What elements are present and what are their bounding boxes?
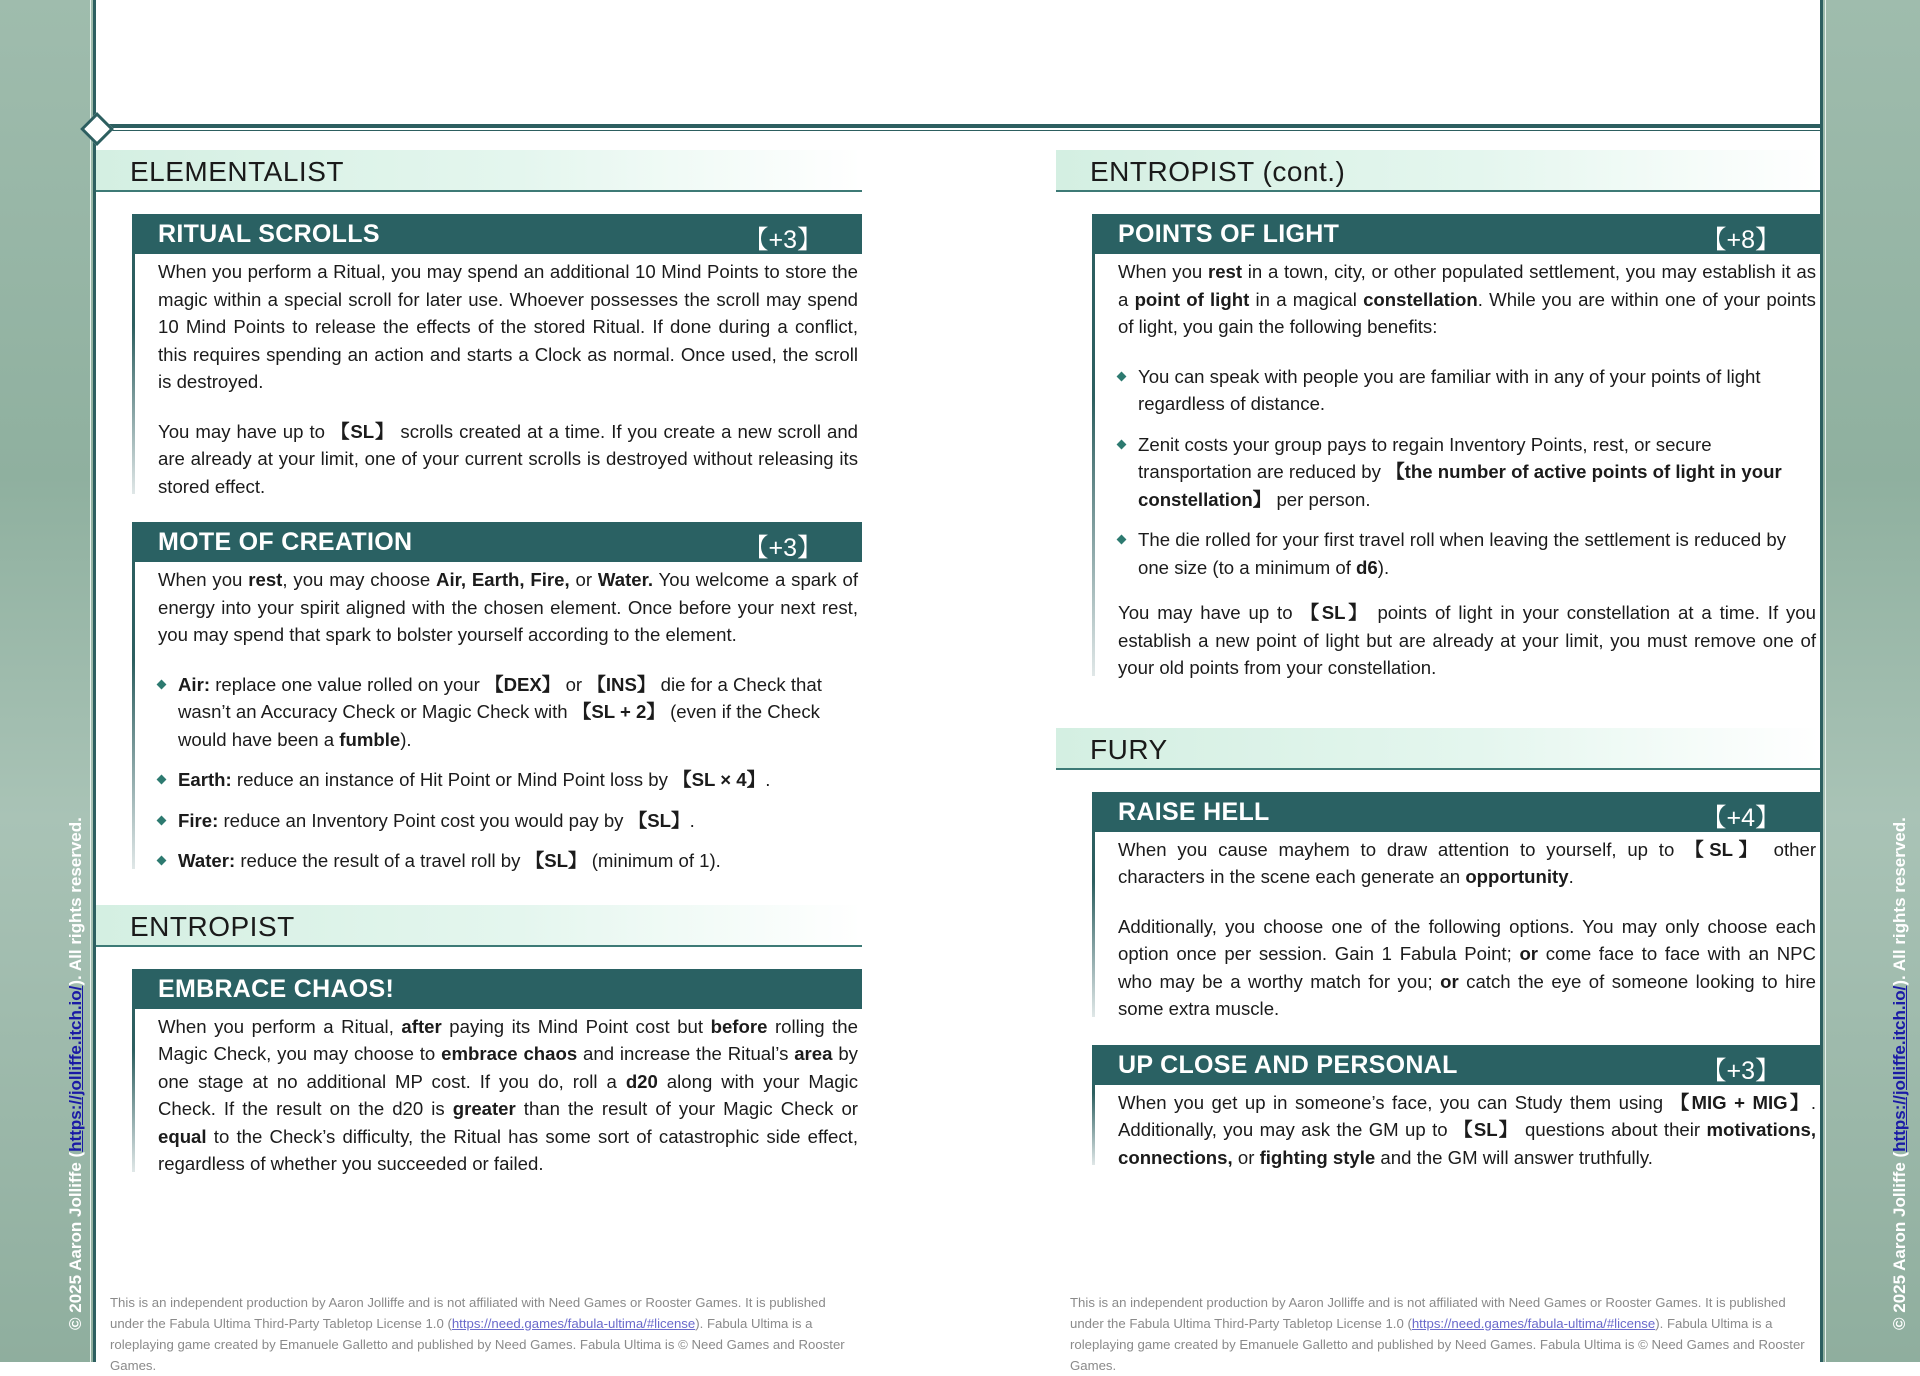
left-column: [96, 150, 862, 1200]
section-heading-entropist-cont: [1056, 150, 1820, 192]
skill-description: [1092, 254, 1820, 682]
skill-header: [132, 522, 862, 562]
copyright-note-left: [66, 810, 86, 1330]
right-border-inner: [1825, 0, 1826, 1362]
section-title: ELEMENTALIST: [130, 156, 344, 187]
section-title: FURY: [1090, 733, 1168, 765]
skill-paragraph: Additionally, you choose one of the following options. You may only choose each option once per session. Gain 1 Fabula Point; or come face to face with an NPC who may be a worthy match for you; or catch the eye of someone looking to hire some extra muscle.: [1118, 915, 1817, 1019]
list-item: [158, 807, 858, 835]
skill-name: UP CLOSE AND PERSONAL: [1118, 1050, 1458, 1079]
copyright-suffix: ). All rights reserved.: [1890, 817, 1909, 986]
skill-name: RAISE HELL: [1118, 797, 1270, 826]
copyright-link[interactable]: https://jolliffe.itch.io/: [66, 985, 85, 1152]
footer-text: This is an independent production by Aaron Jolliffe and is not affiliated with Need Games or Rooster Games. It is published under the Fabula Ultima Third-Party Tabletop License 1.0 (: [1070, 1295, 1786, 1331]
copyright-prefix: © 2025 Aaron Jolliffe (: [1890, 1151, 1909, 1330]
footer-text: This is an independent production by Aaron Jolliffe and is not affiliated with Need Games or Rooster Games. It is published under the Fabula Ultima Third-Party Tabletop License 1.0 (: [110, 1295, 826, 1331]
list-item-text: Water: reduce the result of a travel roll by 【SL】 (minimum of 1).: [178, 850, 721, 871]
skill-paragraph: When you perform a Ritual, you may spend an additional 10 Mind Points to store the magic within a special scroll for later use. Whoever possesses the scroll may spend 10 Mind Points to release the effects of the stored Ritual. If done during a conflict, this requires spending an action and starts a Clock as normal. Once used, the scroll is destroyed.: [158, 261, 858, 392]
list-item: [158, 847, 858, 875]
copyright-prefix: © 2025 Aaron Jolliffe (: [66, 1151, 85, 1330]
list-item: [1118, 363, 1816, 418]
diamond-bullet-icon: [1117, 371, 1127, 381]
diamond-bullet-icon: [157, 775, 167, 785]
copyright-note-right: [1890, 810, 1910, 1330]
skill-header: [1092, 1045, 1820, 1085]
footer-text: ). Fabula Ultima is a roleplaying game created by Emanuele Galletto and published by Need Games. Fabula Ultima is © Need Games and Rooster Games.: [1070, 1316, 1805, 1373]
copyright-suffix: ). All rights reserved.: [66, 817, 85, 986]
section-title: ENTROPIST: [130, 910, 295, 942]
skill-header: [132, 969, 862, 1009]
list-item: [1118, 431, 1816, 514]
skill-description: [132, 1009, 862, 1178]
right-border-stripe: [1820, 0, 1823, 1362]
skill-bullet-list: [1118, 363, 1816, 582]
copyright-link[interactable]: https://jolliffe.itch.io/: [1890, 985, 1909, 1152]
skill-max-level: 【+3】: [743, 534, 822, 562]
diamond-bullet-icon: [1117, 535, 1127, 545]
diamond-bullet-icon: [1117, 439, 1127, 449]
skill-max-level: 【+8】: [1701, 226, 1780, 254]
footer-text: ). Fabula Ultima is a roleplaying game created by Emanuele Galletto and published by Need Games. Fabula Ultima is © Need Games and Rooster Games.: [110, 1316, 845, 1373]
license-link[interactable]: https://need.games/fabula-ultima/#license: [451, 1316, 696, 1331]
skill-header: [132, 214, 862, 254]
section-heading-entropist: [96, 905, 862, 947]
skill-max-level: 【+3】: [1701, 1056, 1780, 1085]
skill-raise-hell: [1092, 792, 1820, 1023]
skill-mote-of-creation: [132, 522, 862, 875]
skill-header: [1092, 792, 1820, 832]
skill-max-level: 【+4】: [1701, 803, 1780, 832]
skill-paragraph: When you rest in a town, city, or other populated settlement, you may establish it as a point of light in a magical constellation. While you are within one of your points of light, you gain the following benefits:: [1118, 261, 1816, 337]
skill-paragraph: You may have up to 【SL】 points of light in your constellation at a time. If you establish a new point of light but are already at your limit, you must remove one of your old points from your constellation.: [1118, 602, 1816, 678]
right-column: [1056, 150, 1820, 1193]
skill-description: [132, 562, 862, 875]
section-title: ENTROPIST (cont.): [1090, 156, 1346, 187]
diamond-bullet-icon: [157, 679, 167, 689]
skill-up-close-and-personal: [1092, 1045, 1820, 1172]
section-heading-fury: [1056, 728, 1820, 770]
skill-max-level: 【+3】: [743, 226, 822, 254]
skill-embrace-chaos: [132, 969, 862, 1178]
diamond-bullet-icon: [157, 815, 167, 825]
skill-ritual-scrolls: [132, 214, 862, 500]
skill-name: RITUAL SCROLLS: [158, 220, 380, 248]
header-rule-thin: [96, 130, 1820, 131]
list-item-text: Zenit costs your group pays to regain Inventory Points, rest, or secure transportation are reduced by 【the number of active points of light in your constellation】 per person.: [1138, 433, 1782, 510]
left-border-inner: [90, 0, 91, 1362]
skill-paragraph: When you get up in someone’s face, you can Study them using 【MIG + MIG】. Additionally, you may ask the GM up to 【SL】 questions about their motivations, connections, or fighting style and the GM will answer truthfully.: [1118, 1091, 1816, 1168]
section-heading-elementalist: [96, 150, 862, 192]
header-rule: [96, 124, 1820, 128]
skill-description: [1092, 1085, 1820, 1172]
license-link[interactable]: https://need.games/fabula-ultima/#license: [1411, 1316, 1656, 1331]
skill-paragraph: When you cause mayhem to draw attention to yourself, up to 【SL】 other characters in the scene each generate an opportunity.: [1118, 838, 1817, 887]
skill-description: [132, 254, 862, 500]
skill-name: MOTE OF CREATION: [158, 528, 413, 556]
skill-header: [1092, 214, 1820, 254]
list-item-text: Air: replace one value rolled on your 【DEX】 or 【INS】 die for a Check that wasn’t an Accuracy Check or Magic Check with 【SL + 2】 (even if the Check would have been a fumble).: [178, 673, 822, 750]
list-item-text: The die rolled for your first travel roll when leaving the settlement is reduced by one size (to a minimum of d6).: [1138, 529, 1786, 578]
list-item: [1118, 526, 1816, 581]
license-footer-left: [110, 1292, 850, 1376]
skill-bullet-list: [158, 671, 858, 875]
skill-paragraph: When you perform a Ritual, after paying its Mind Point cost but before rolling the Magic Check, you may choose to embrace chaos and increase the Ritual’s area by one stage at no additional MP cost. If you do, roll a d20 along with your Magic Check. If the result on the d20 is greater than the result of your Magic Check or equal to the Check’s difficulty, the Ritual has some sort of catastrophic side effect, regardless of whether you succeeded or failed.: [158, 1015, 858, 1174]
skill-name: POINTS OF LIGHT: [1118, 220, 1340, 248]
list-item-text: You can speak with people you are familiar with in any of your points of light regardless of distance.: [1138, 365, 1761, 414]
list-item-text: Earth: reduce an instance of Hit Point or Mind Point loss by 【SL × 4】.: [178, 769, 771, 790]
diamond-bullet-icon: [157, 856, 167, 866]
skill-description: [1092, 832, 1820, 1023]
skill-paragraph: When you rest, you may choose Air, Earth, Fire, or Water. You welcome a spark of energy into your spirit aligned with the chosen element. Once before your next rest, you may spend that spark to bolster yourself according to the element.: [158, 569, 858, 645]
license-footer-right: [1070, 1292, 1810, 1376]
skill-paragraph: You may have up to 【SL】 scrolls created at a time. If you create a new scroll and are already at your limit, one of your current scrolls is destroyed without releasing its stored effect.: [158, 420, 859, 497]
list-item: [158, 766, 858, 794]
list-item: [158, 671, 858, 754]
skill-name: EMBRACE CHAOS!: [158, 974, 395, 1003]
skill-points-of-light: [1092, 214, 1820, 682]
list-item-text: Fire: reduce an Inventory Point cost you would pay by 【SL】.: [178, 809, 695, 831]
